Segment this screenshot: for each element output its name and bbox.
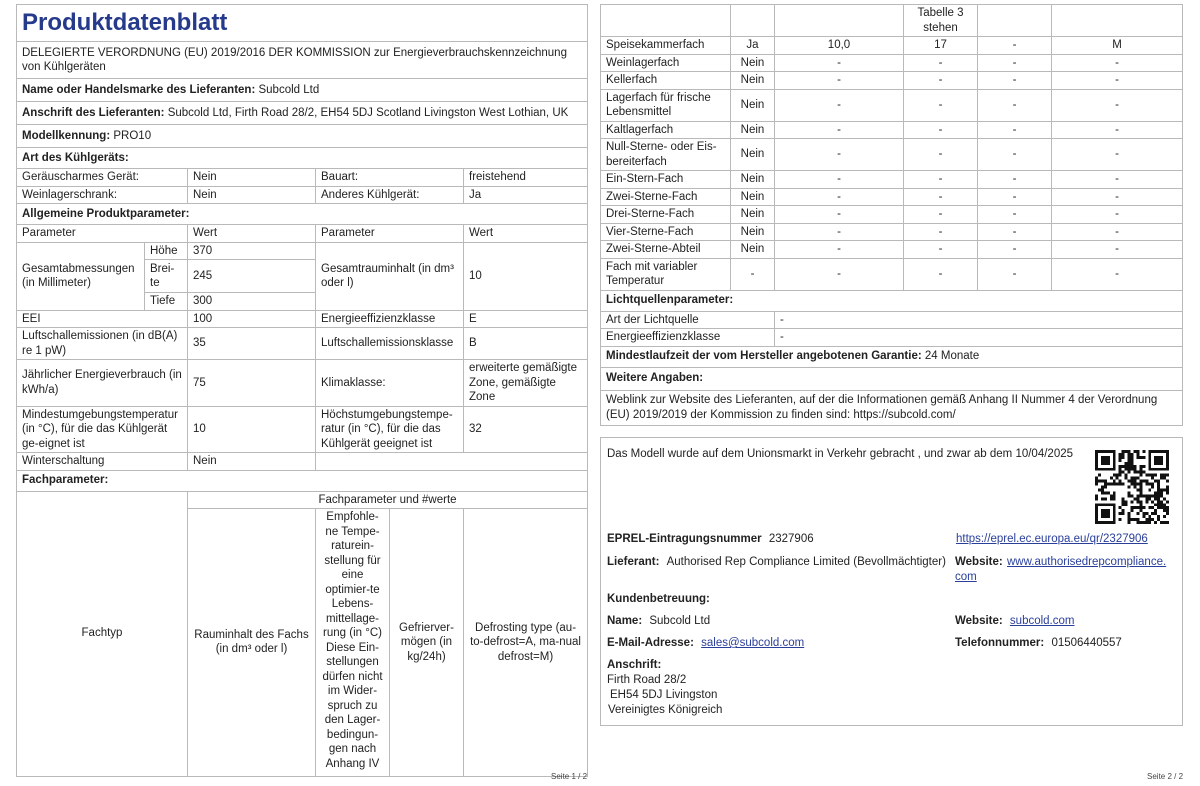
supplier-value: Subcold Ltd bbox=[258, 83, 320, 96]
compartment-present: Nein bbox=[731, 121, 775, 139]
compartment-row bbox=[601, 54, 1183, 72]
compartment-name: Weinlagerfach bbox=[601, 54, 731, 72]
qr-code-icon[interactable] bbox=[1095, 450, 1169, 524]
eprel-row bbox=[607, 533, 814, 545]
param-header: Parameter bbox=[316, 225, 464, 243]
compartment-temp: - bbox=[904, 121, 978, 139]
param-key: EEI bbox=[17, 310, 188, 328]
email-label: E-Mail-Adresse: bbox=[607, 637, 694, 649]
compartment-freeze: - bbox=[978, 72, 1052, 90]
light-heading: Lichtquellenparameter: bbox=[601, 290, 1183, 311]
compartment-present: Nein bbox=[731, 223, 775, 241]
compartment-defrost: - bbox=[1052, 241, 1183, 259]
param-value: 10 bbox=[188, 406, 316, 453]
param-value: B bbox=[464, 328, 588, 360]
email-row bbox=[607, 637, 804, 649]
compartment-name: Zwei-Sterne-Abteil bbox=[601, 241, 731, 259]
compartments-table bbox=[600, 4, 1183, 426]
compartment-freeze: - bbox=[978, 121, 1052, 139]
compartment-freeze: - bbox=[978, 223, 1052, 241]
compartment-present: Nein bbox=[731, 72, 775, 90]
empty-cell bbox=[731, 5, 775, 37]
param-value: E bbox=[464, 310, 588, 328]
website-link-continued[interactable]: com bbox=[955, 571, 977, 583]
light-value: - bbox=[775, 329, 1183, 347]
website-label: Website: bbox=[955, 556, 1003, 568]
email-link[interactable]: sales@subcold.com bbox=[701, 637, 805, 649]
gefrier-header: Gefrierver-mögen (in kg/24h) bbox=[390, 509, 464, 776]
empty-cell bbox=[316, 453, 588, 471]
type-key: Geräuscharmes Gerät: bbox=[17, 169, 188, 187]
compartment-temp: - bbox=[904, 206, 978, 224]
param-key: Luftschallemissionsklasse bbox=[316, 328, 464, 360]
compartment-present: Ja bbox=[731, 37, 775, 55]
supplier-row bbox=[17, 79, 588, 102]
website2-link[interactable]: subcold.com bbox=[1009, 615, 1075, 627]
datasheet-table bbox=[16, 4, 588, 777]
param-key: Energieeffizienzklasse bbox=[316, 310, 464, 328]
type-key: Bauart: bbox=[316, 169, 464, 187]
compartment-row bbox=[601, 241, 1183, 259]
continued-header: Tabelle 3 stehen bbox=[904, 5, 978, 37]
compartment-row bbox=[601, 121, 1183, 139]
compartment-present: Nein bbox=[731, 89, 775, 121]
compartment-freeze: - bbox=[978, 139, 1052, 171]
compartment-defrost: - bbox=[1052, 206, 1183, 224]
compartment-present: - bbox=[731, 258, 775, 290]
general-heading: Allgemeine Produktparameter: bbox=[17, 204, 588, 225]
compartment-volume: - bbox=[775, 188, 904, 206]
breite-label: Brei-te bbox=[145, 260, 188, 293]
compartment-defrost: - bbox=[1052, 171, 1183, 189]
compartment-defrost: - bbox=[1052, 121, 1183, 139]
param-key: Mindestumgebungstemperatur (in °C), für die das Kühlgerät ge-eignet ist bbox=[17, 406, 188, 453]
hoehe-value: 370 bbox=[188, 242, 316, 260]
compartment-name: Fach mit variabler Temperatur bbox=[601, 258, 731, 290]
supplier-label: Name oder Handelsmarke des Lieferanten: bbox=[22, 83, 256, 96]
page-title: Produktdatenblatt bbox=[17, 5, 588, 42]
type-value: Ja bbox=[464, 186, 588, 204]
phone-value: 01506440557 bbox=[1051, 637, 1122, 649]
param-value: 32 bbox=[464, 406, 588, 453]
regulation-text: DELEGIERTE VERORDNUNG (EU) 2019/2016 DER KOMMISSION zur Energieverbrauchskennzeichnung von Kühlgeräten bbox=[17, 42, 588, 79]
compartment-freeze: - bbox=[978, 241, 1052, 259]
kunden-heading: Kundenbetreuung: bbox=[607, 593, 710, 605]
compartment-temp: - bbox=[904, 171, 978, 189]
compartment-row bbox=[601, 258, 1183, 290]
website2-row bbox=[955, 615, 1074, 627]
compartment-row bbox=[601, 139, 1183, 171]
tiefe-value: 300 bbox=[188, 293, 316, 311]
compartment-present: Nein bbox=[731, 54, 775, 72]
warranty-row bbox=[601, 346, 1183, 367]
website2-label: Website: bbox=[955, 615, 1003, 627]
param-value: 35 bbox=[188, 328, 316, 360]
param-header: Wert bbox=[464, 225, 588, 243]
compartment-volume: - bbox=[775, 72, 904, 90]
eprel-label: EPREL-Eintragungsnummer bbox=[607, 533, 762, 545]
phone-label: Telefonnummer: bbox=[955, 637, 1045, 649]
empty-cell bbox=[775, 5, 904, 37]
compartment-name: Kaltlagerfach bbox=[601, 121, 731, 139]
temp-header: Empfohle-ne Tempe-raturein-stellung für eine optimier-te Lebens-mittellage-rung (in °C) Diese Ein-stellungen dürfen nicht im Wider-spruch zu den Lager-bedingun-gen nach Anhang IV bbox=[316, 509, 390, 776]
empty-cell bbox=[1052, 5, 1183, 37]
param-value: 75 bbox=[188, 360, 316, 407]
param-value: 100 bbox=[188, 310, 316, 328]
winter-label: Winterschaltung bbox=[17, 453, 188, 471]
anschrift-line: Vereinigtes Königreich bbox=[608, 704, 723, 716]
compartment-name: Kellerfach bbox=[601, 72, 731, 90]
name-row bbox=[607, 615, 710, 627]
compartment-temp: - bbox=[904, 54, 978, 72]
compartment-temp: - bbox=[904, 241, 978, 259]
more-heading: Weitere Angaben: bbox=[601, 367, 1183, 390]
param-key: Klimaklasse: bbox=[316, 360, 464, 407]
compartment-volume: - bbox=[775, 241, 904, 259]
compartment-present: Nein bbox=[731, 171, 775, 189]
compartment-row bbox=[601, 206, 1183, 224]
model-row bbox=[17, 125, 588, 148]
lieferant-label: Lieferant: bbox=[607, 556, 660, 568]
lieferant-row bbox=[607, 556, 946, 568]
warranty-value: 24 Monate bbox=[924, 350, 980, 363]
compartment-volume: 10,0 bbox=[775, 37, 904, 55]
volume-label: Gesamtrauminhalt (in dm³ oder l) bbox=[316, 242, 464, 310]
lieferant-value: Authorised Rep Compliance Limited (Bevollmächtigter) bbox=[666, 556, 946, 568]
compartment-volume: - bbox=[775, 206, 904, 224]
compartment-defrost: - bbox=[1052, 54, 1183, 72]
compartment-volume: - bbox=[775, 223, 904, 241]
compartment-freeze: - bbox=[978, 54, 1052, 72]
compartment-name: Speisekammerfach bbox=[601, 37, 731, 55]
param-key: Luftschallemissionen (in dB(A) re 1 pW) bbox=[17, 328, 188, 360]
compartment-row bbox=[601, 188, 1183, 206]
compartment-name: Vier-Sterne-Fach bbox=[601, 223, 731, 241]
address-row bbox=[17, 102, 588, 125]
compartment-temp: - bbox=[904, 89, 978, 121]
compartment-defrost: - bbox=[1052, 188, 1183, 206]
phone-row bbox=[955, 637, 1122, 649]
dimensions-label: Gesamtabmessungen (in Millimeter) bbox=[17, 242, 145, 310]
breite-value: 245 bbox=[188, 260, 316, 293]
compartment-defrost: - bbox=[1052, 89, 1183, 121]
compartment-defrost: - bbox=[1052, 223, 1183, 241]
compartment-freeze: - bbox=[978, 37, 1052, 55]
address-label: Anschrift des Lieferanten: bbox=[22, 106, 165, 119]
eprel-value: 2327906 bbox=[768, 533, 814, 545]
compartment-name: Zwei-Sterne-Fach bbox=[601, 188, 731, 206]
compartment-row bbox=[601, 223, 1183, 241]
website-link[interactable]: www.authorisedrepcompliance. bbox=[1007, 556, 1167, 568]
compartment-row bbox=[601, 171, 1183, 189]
anschrift-line: EH54 5DJ Livingston bbox=[610, 689, 718, 701]
compartment-freeze: - bbox=[978, 89, 1052, 121]
name-label: Name: bbox=[607, 615, 643, 627]
weblink-text: Weblink zur Website des Lieferanten, auf der die Informationen gemäß Anhang II Nummer 4 der Verordnung (EU) 2019/2019 der Kommission zu finden sind: https://subcold.com/ bbox=[601, 390, 1183, 425]
param-key: Höchstumgebungstempe-ratur (in °C), für die das Kühlgerät geeignet ist bbox=[316, 406, 464, 453]
compartment-name: Drei-Sterne-Fach bbox=[601, 206, 731, 224]
type-heading: Art des Kühlgeräts: bbox=[17, 148, 588, 169]
compartment-defrost: - bbox=[1052, 258, 1183, 290]
type-key: Weinlagerschrank: bbox=[17, 186, 188, 204]
compartment-temp: - bbox=[904, 72, 978, 90]
winter-value: Nein bbox=[188, 453, 316, 471]
compartment-temp: - bbox=[904, 223, 978, 241]
warranty-label: Mindestlaufzeit der vom Hersteller angebotenen Garantie: bbox=[606, 350, 922, 363]
compartment-freeze: - bbox=[978, 171, 1052, 189]
compartment-volume: - bbox=[775, 139, 904, 171]
compartment-temp: - bbox=[904, 258, 978, 290]
datasheet-page-2 bbox=[600, 4, 1182, 426]
anschrift-line: Firth Road 28/2 bbox=[607, 674, 687, 686]
light-value: - bbox=[775, 311, 1183, 329]
type-value: Nein bbox=[188, 169, 316, 187]
compartment-temp: - bbox=[904, 188, 978, 206]
market-text: Das Modell wurde auf dem Unionsmarkt in Verkehr gebracht , und zwar ab dem 10/04/2025 bbox=[607, 448, 1074, 460]
compartment-name: Null-Sterne- oder Eis-bereiterfach bbox=[601, 139, 731, 171]
param-header: Parameter bbox=[17, 225, 188, 243]
compartment-row bbox=[601, 89, 1183, 121]
fach-group-header: Fachparameter und #werte bbox=[188, 491, 588, 509]
compartment-temp: 17 bbox=[904, 37, 978, 55]
compartment-volume: - bbox=[775, 121, 904, 139]
anschrift-label: Anschrift: bbox=[607, 659, 662, 671]
compartment-defrost: - bbox=[1052, 72, 1183, 90]
compartment-defrost: M bbox=[1052, 37, 1183, 55]
type-key: Anderes Kühlgerät: bbox=[316, 186, 464, 204]
compartment-row bbox=[601, 37, 1183, 55]
compartment-present: Nein bbox=[731, 139, 775, 171]
page-number: Seite 2 / 2 bbox=[1147, 772, 1184, 781]
param-value: erweiterte gemäßigte Zone, gemäßigte Zone bbox=[464, 360, 588, 407]
datasheet-page-1 bbox=[16, 4, 587, 777]
compartment-defrost: - bbox=[1052, 139, 1183, 171]
compartment-volume: - bbox=[775, 54, 904, 72]
compartment-row bbox=[601, 72, 1183, 90]
defrost-header: Defrosting type (au-to-defrost=A, ma-nual defrost=M) bbox=[464, 509, 588, 776]
fachtyp-header: Fachtyp bbox=[17, 491, 188, 776]
address-value: Subcold Ltd, Firth Road 28/2, EH54 5DJ Scotland Livingston West Lothian, UK bbox=[167, 106, 569, 119]
type-value: Nein bbox=[188, 186, 316, 204]
fach-heading: Fachparameter: bbox=[17, 470, 588, 491]
compartment-present: Nein bbox=[731, 241, 775, 259]
rauminhalt-header: Rauminhalt des Fachs (in dm³ oder l) bbox=[188, 509, 316, 776]
light-key: Energieeffizienzklasse bbox=[601, 329, 775, 347]
volume-value: 10 bbox=[464, 242, 588, 310]
model-label: Modellkennung: bbox=[22, 129, 111, 142]
empty-cell bbox=[601, 5, 731, 37]
compartment-temp: - bbox=[904, 139, 978, 171]
compartment-freeze: - bbox=[978, 258, 1052, 290]
compartment-volume: - bbox=[775, 258, 904, 290]
model-value: PRO10 bbox=[113, 129, 152, 142]
page-number: Seite 1 / 2 bbox=[551, 772, 588, 781]
compartment-volume: - bbox=[775, 171, 904, 189]
param-key: Jährlicher Energieverbrauch (in kWh/a) bbox=[17, 360, 188, 407]
eprel-link[interactable]: https://eprel.ec.europa.eu/qr/2327906 bbox=[956, 533, 1148, 545]
tiefe-label: Tiefe bbox=[145, 293, 188, 311]
light-key: Art der Lichtquelle bbox=[601, 311, 775, 329]
compartment-freeze: - bbox=[978, 188, 1052, 206]
name-value: Subcold Ltd bbox=[649, 615, 711, 627]
type-value: freistehend bbox=[464, 169, 588, 187]
empty-cell bbox=[978, 5, 1052, 37]
compartment-name: Lagerfach für frische Lebensmittel bbox=[601, 89, 731, 121]
compartment-volume: - bbox=[775, 89, 904, 121]
compartment-present: Nein bbox=[731, 188, 775, 206]
hoehe-label: Höhe bbox=[145, 242, 188, 260]
compartment-freeze: - bbox=[978, 206, 1052, 224]
param-header: Wert bbox=[188, 225, 316, 243]
compartment-name: Ein-Stern-Fach bbox=[601, 171, 731, 189]
compartment-present: Nein bbox=[731, 206, 775, 224]
